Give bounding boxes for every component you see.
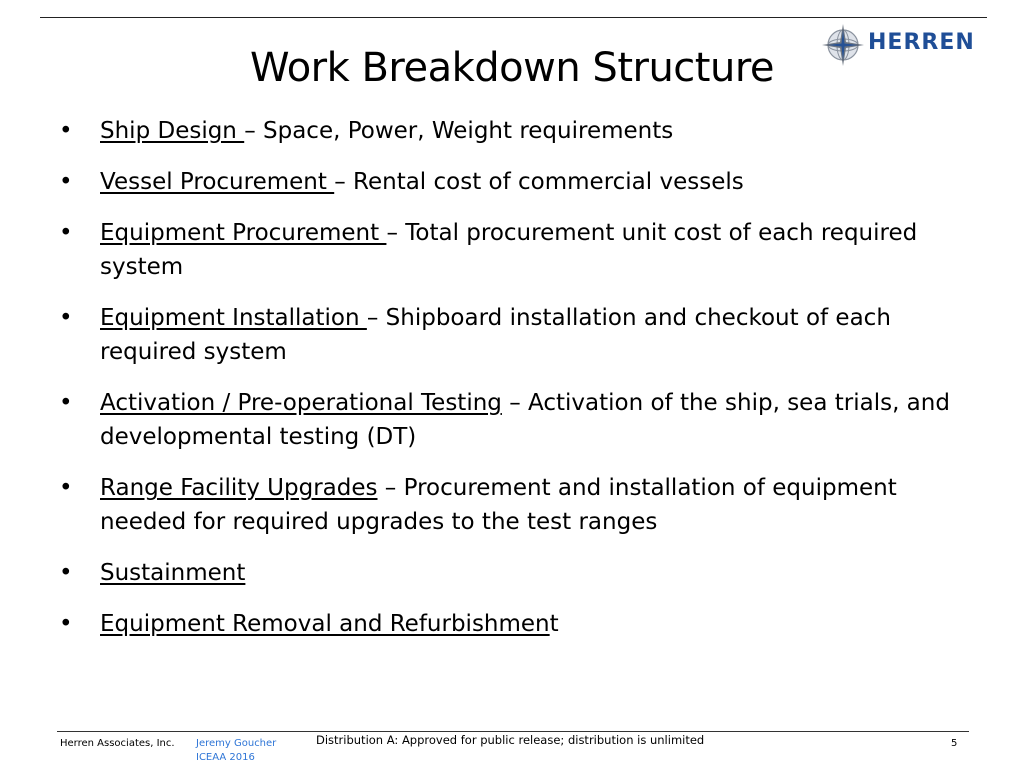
bullet-text: t (549, 611, 559, 637)
logo-wordmark: HERREN (868, 30, 975, 55)
bullet-text: – Shipboard installation and checkout of each required system (100, 305, 891, 365)
bullet-heading: Equipment Procurement (100, 220, 387, 246)
bullet-item (55, 114, 975, 148)
bullet-text: – Rental cost of commercial vessels (334, 169, 744, 195)
bullet-marker: • (59, 169, 73, 195)
bullet-marker: • (59, 390, 73, 416)
bullet-marker: • (59, 560, 73, 586)
bullet-heading: Sustainment (100, 560, 246, 586)
bullet-text: – Procurement and installation of equipment needed for required upgrades to the test ranges (100, 475, 897, 535)
footer-divider (57, 731, 969, 732)
slide-title: Work Breakdown Structure (249, 45, 774, 91)
bullet-heading: Vessel Procurement (100, 169, 335, 195)
bullet-text: – Total procurement unit cost of each required system (100, 220, 918, 280)
bullet-marker: • (59, 611, 73, 637)
bullet-heading: Activation / Pre-operational Testing (100, 390, 502, 416)
bullet-item (55, 556, 975, 590)
bullet-marker: • (59, 220, 73, 246)
bullet-item (55, 471, 975, 539)
bullet-text: – Activation of the ship, sea trials, and developmental testing (DT) (100, 390, 950, 450)
page-number: 5 (951, 738, 958, 749)
bullet-heading: Equipment Installation (100, 305, 367, 331)
footer-distribution: Distribution A: Approved for public release; distribution is unlimited (316, 733, 705, 747)
bullet-marker: • (59, 305, 73, 331)
footer-author: Jeremy Goucher (196, 738, 277, 749)
bullet-item (55, 386, 975, 454)
footer-author-block (196, 737, 276, 765)
bullet-heading: Range Facility Upgrades (100, 475, 378, 501)
bullet-marker: • (59, 118, 73, 144)
bullet-item (55, 607, 975, 641)
bullet-marker: • (59, 475, 73, 501)
bullet-heading: Ship Design (100, 118, 245, 144)
top-divider (40, 17, 987, 18)
bullet-item (55, 301, 975, 369)
bullet-list (55, 114, 975, 658)
bullet-item (55, 216, 975, 284)
bullet-text: – Space, Power, Weight requirements (244, 118, 674, 144)
footer-company: Herren Associates, Inc. (60, 738, 175, 749)
bullet-item (55, 165, 975, 199)
bullet-heading: Equipment Removal and Refurbishmen (100, 611, 550, 637)
footer-event: ICEAA 2016 (196, 752, 255, 763)
